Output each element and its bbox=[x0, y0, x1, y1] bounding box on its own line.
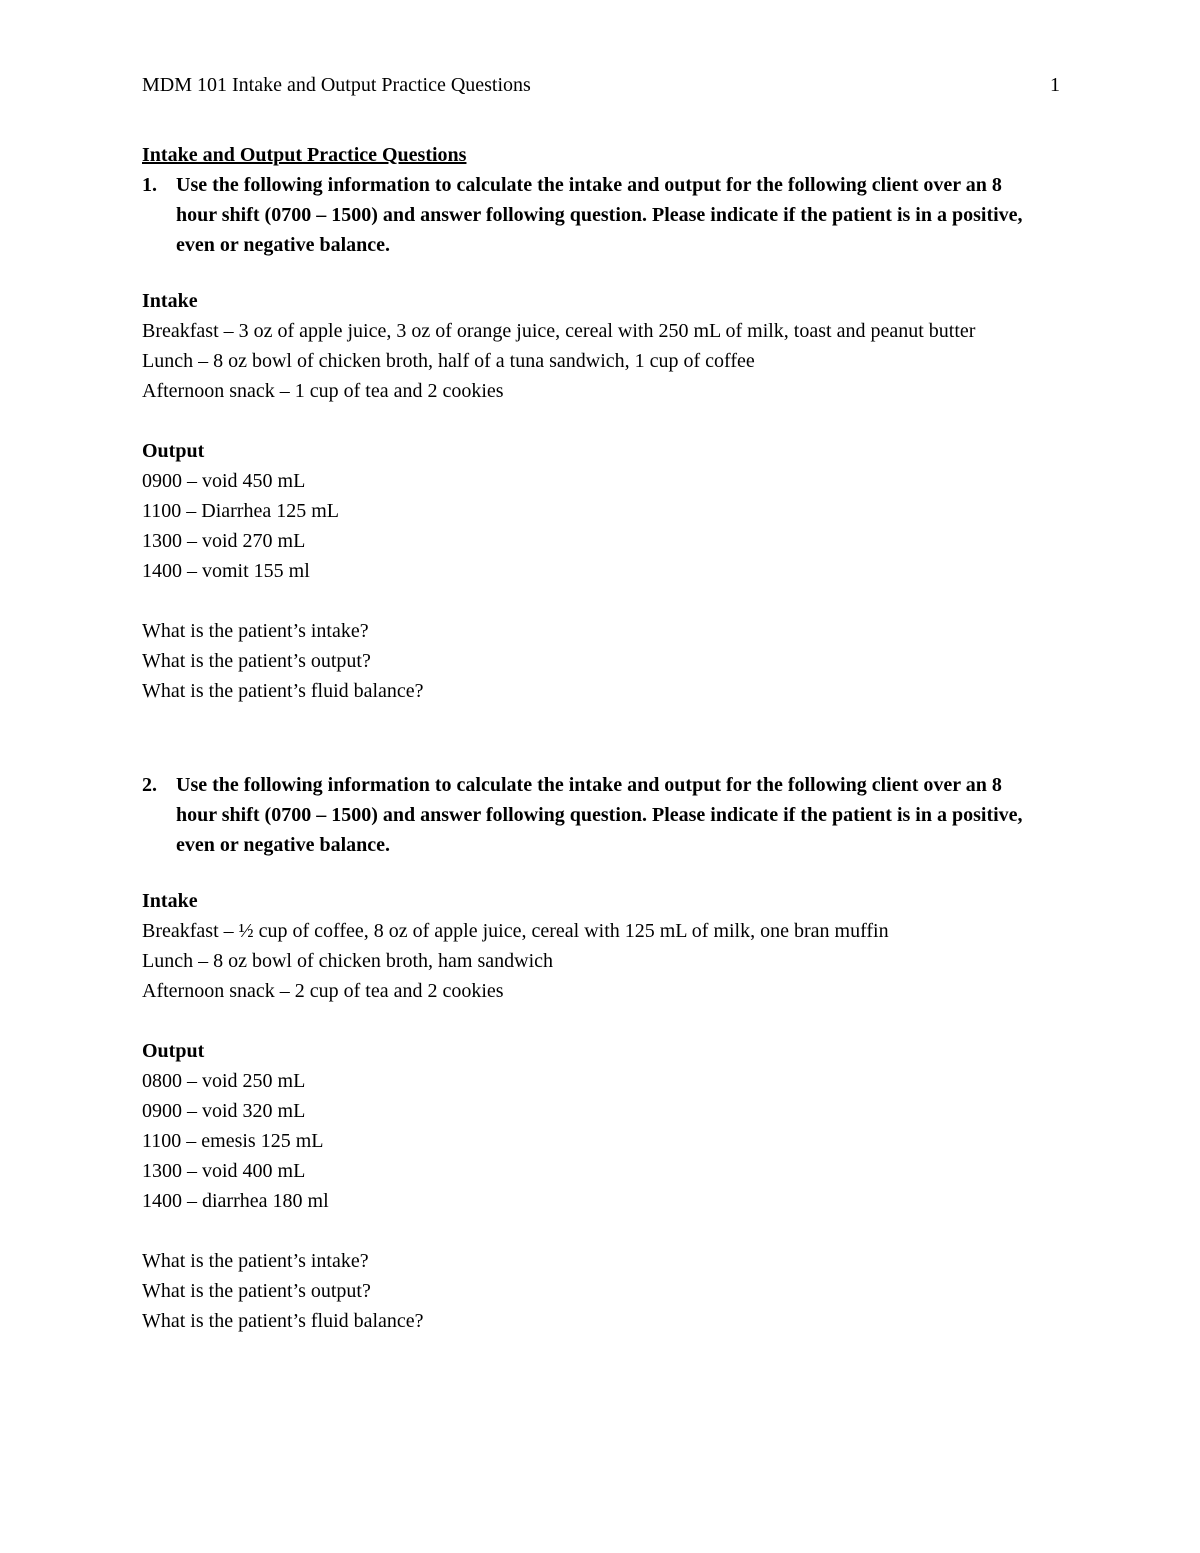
output-item: 0900 – void 450 mL bbox=[142, 470, 306, 492]
output-heading: Output bbox=[142, 440, 205, 462]
page-header bbox=[142, 70, 1060, 100]
intake-question: What is the patient’s intake? bbox=[142, 1250, 369, 1272]
question-text: Use the following information to calculate the intake and output for the following client over an 8 hour shift (0700 – 1500) and answer following question. Please indicate if the patient is in a positive, even or negative balance. bbox=[176, 774, 1023, 856]
intake-item-lunch: Lunch – 8 oz bowl of chicken broth, half of a tuna sandwich, 1 cup of coffee bbox=[142, 350, 755, 372]
intake-heading: Intake bbox=[142, 290, 198, 312]
output-item: 1100 – Diarrhea 125 mL bbox=[142, 500, 339, 522]
question-prompt bbox=[142, 770, 1042, 860]
output-question: What is the patient’s output? bbox=[142, 1280, 371, 1302]
document-body bbox=[142, 140, 1042, 1336]
balance-question: What is the patient’s fluid balance? bbox=[142, 680, 424, 702]
output-item: 1100 – emesis 125 mL bbox=[142, 1130, 324, 1152]
question-prompt bbox=[142, 170, 1042, 260]
header-title: MDM 101 Intake and Output Practice Questions bbox=[142, 74, 531, 96]
intake-question: What is the patient’s intake? bbox=[142, 620, 369, 642]
output-item: 0800 – void 250 mL bbox=[142, 1070, 306, 1092]
output-item: 1300 – void 270 mL bbox=[142, 530, 306, 552]
intake-item-breakfast: Breakfast – 3 oz of apple juice, 3 oz of orange juice, cereal with 250 mL of milk, toast and peanut butter bbox=[142, 320, 976, 342]
question-1 bbox=[142, 170, 1042, 706]
page-number: 1 bbox=[1050, 74, 1060, 96]
question-number: 1. bbox=[142, 174, 157, 196]
output-item: 1400 – vomit 155 ml bbox=[142, 560, 310, 582]
intake-item-lunch: Lunch – 8 oz bowl of chicken broth, ham sandwich bbox=[142, 950, 554, 972]
output-item: 1300 – void 400 mL bbox=[142, 1160, 306, 1182]
document-title: Intake and Output Practice Questions bbox=[142, 144, 467, 166]
intake-item-snack: Afternoon snack – 1 cup of tea and 2 cookies bbox=[142, 380, 504, 402]
output-heading: Output bbox=[142, 1040, 205, 1062]
question-2 bbox=[142, 770, 1042, 1336]
output-question: What is the patient’s output? bbox=[142, 650, 371, 672]
intake-heading: Intake bbox=[142, 890, 198, 912]
balance-question: What is the patient’s fluid balance? bbox=[142, 1310, 424, 1332]
output-item: 1400 – diarrhea 180 ml bbox=[142, 1190, 329, 1212]
question-text: Use the following information to calculate the intake and output for the following client over an 8 hour shift (0700 – 1500) and answer following question. Please indicate if the patient is in a positive, even or negative balance. bbox=[176, 174, 1023, 256]
question-number: 2. bbox=[142, 774, 157, 796]
intake-item-breakfast: Breakfast – ½ cup of coffee, 8 oz of apple juice, cereal with 125 mL of milk, one bran muffin bbox=[142, 920, 889, 942]
intake-item-snack: Afternoon snack – 2 cup of tea and 2 cookies bbox=[142, 980, 504, 1002]
output-item: 0900 – void 320 mL bbox=[142, 1100, 306, 1122]
